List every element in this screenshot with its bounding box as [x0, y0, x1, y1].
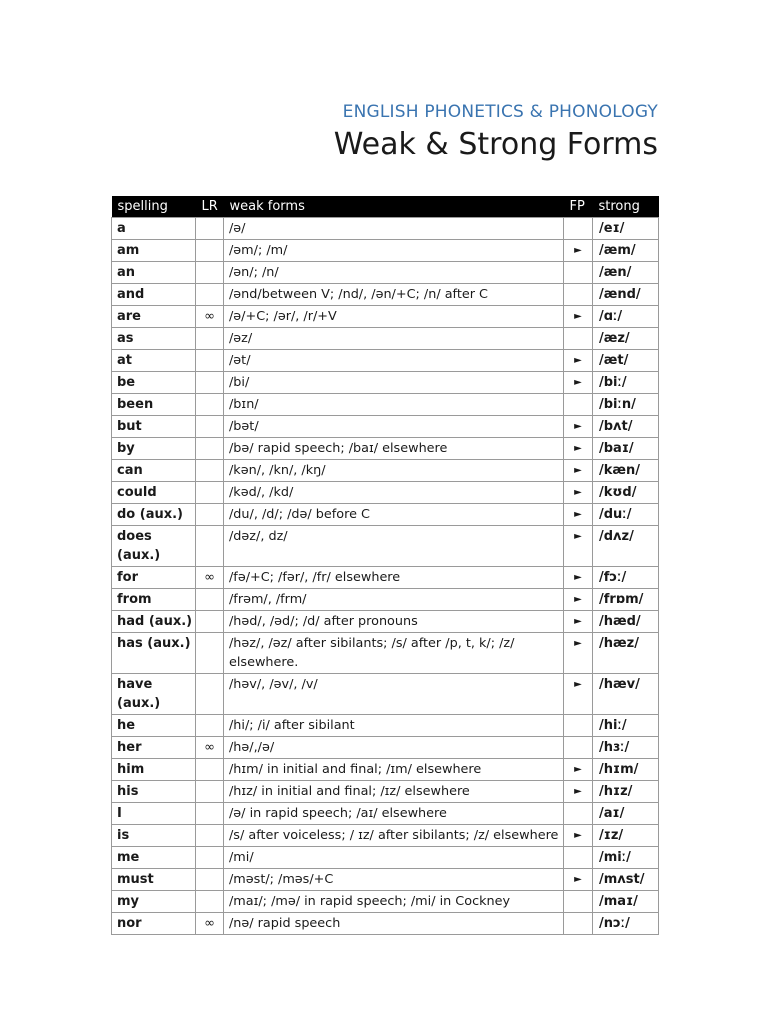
- table-row: [112, 674, 659, 715]
- cell-lr: [196, 611, 224, 633]
- cell-lr: [196, 891, 224, 913]
- cell-fp-marker: [564, 847, 593, 869]
- cell-strong: /aɪ/: [593, 803, 659, 825]
- cell-spelling: his: [112, 781, 196, 803]
- cell-strong: /frɒm/: [593, 589, 659, 611]
- cell-fp-marker: [564, 218, 593, 240]
- cell-strong: /hæd/: [593, 611, 659, 633]
- cell-fp-marker: ►: [564, 869, 593, 891]
- table-row: [112, 759, 659, 781]
- cell-weak-forms: /ət/: [224, 350, 564, 372]
- table-row: [112, 306, 659, 328]
- cell-fp-marker: [564, 262, 593, 284]
- col-header-weak-forms: weak forms: [224, 196, 564, 218]
- cell-spelling: has (aux.): [112, 633, 196, 674]
- cell-strong: /æz/: [593, 328, 659, 350]
- cell-spelling: can: [112, 460, 196, 482]
- cell-strong: /hæv/: [593, 674, 659, 715]
- cell-spelling: nor: [112, 913, 196, 935]
- cell-lr: [196, 633, 224, 674]
- cell-weak-forms: /həd/, /əd/; /d/ after pronouns: [224, 611, 564, 633]
- cell-strong: /æn/: [593, 262, 659, 284]
- cell-lr: [196, 715, 224, 737]
- table-row: [112, 218, 659, 240]
- cell-spelling: my: [112, 891, 196, 913]
- cell-spelling: am: [112, 240, 196, 262]
- cell-strong: /bʌt/: [593, 416, 659, 438]
- cell-lr: ∞: [196, 737, 224, 759]
- cell-strong: /mʌst/: [593, 869, 659, 891]
- cell-strong: /ɪz/: [593, 825, 659, 847]
- table-row: [112, 482, 659, 504]
- cell-weak-forms: /kən/, /kn/, /kŋ/: [224, 460, 564, 482]
- table-row: [112, 891, 659, 913]
- cell-strong: /hæz/: [593, 633, 659, 674]
- cell-lr: [196, 759, 224, 781]
- cell-fp-marker: ►: [564, 526, 593, 567]
- cell-spelling: I: [112, 803, 196, 825]
- cell-weak-forms: /bə/ rapid speech; /baɪ/ elsewhere: [224, 438, 564, 460]
- cell-weak-forms: /həv/, /əv/, /v/: [224, 674, 564, 715]
- table-row: [112, 567, 659, 589]
- cell-strong: /ɑː/: [593, 306, 659, 328]
- table-row: [112, 913, 659, 935]
- cell-lr: [196, 526, 224, 567]
- cell-strong: /duː/: [593, 504, 659, 526]
- cell-lr: ∞: [196, 567, 224, 589]
- cell-strong: /maɪ/: [593, 891, 659, 913]
- cell-weak-forms: /maɪ/; /mə/ in rapid speech; /mi/ in Cockney: [224, 891, 564, 913]
- cell-weak-forms: /ən/; /n/: [224, 262, 564, 284]
- cell-lr: ∞: [196, 306, 224, 328]
- cell-fp-marker: [564, 803, 593, 825]
- cell-spelling: at: [112, 350, 196, 372]
- cell-strong: /nɔː/: [593, 913, 659, 935]
- table-row: [112, 438, 659, 460]
- cell-spelling: been: [112, 394, 196, 416]
- col-header-spelling: spelling: [112, 196, 196, 218]
- cell-strong: /ænd/: [593, 284, 659, 306]
- table-row: [112, 869, 659, 891]
- cell-weak-forms: /mi/: [224, 847, 564, 869]
- cell-fp-marker: ►: [564, 567, 593, 589]
- cell-strong: /hɪm/: [593, 759, 659, 781]
- cell-spelling: for: [112, 567, 196, 589]
- cell-fp-marker: ►: [564, 504, 593, 526]
- cell-strong: /dʌz/: [593, 526, 659, 567]
- table-row: [112, 262, 659, 284]
- table-row: [112, 715, 659, 737]
- cell-weak-forms: /hɪz/ in initial and final; /ɪz/ elsewhere: [224, 781, 564, 803]
- col-header-strong: strong: [593, 196, 659, 218]
- cell-weak-forms: /hə/,/ə/: [224, 737, 564, 759]
- cell-lr: [196, 781, 224, 803]
- cell-weak-forms: /məst/; /məs/+C: [224, 869, 564, 891]
- cell-spelling: from: [112, 589, 196, 611]
- table-row: [112, 350, 659, 372]
- cell-weak-forms: /du/, /d/; /də/ before C: [224, 504, 564, 526]
- cell-fp-marker: ►: [564, 416, 593, 438]
- cell-spelling: had (aux.): [112, 611, 196, 633]
- cell-spelling: but: [112, 416, 196, 438]
- cell-spelling: does (aux.): [112, 526, 196, 567]
- table-row: [112, 737, 659, 759]
- cell-strong: /kæn/: [593, 460, 659, 482]
- cell-fp-marker: ►: [564, 589, 593, 611]
- col-header-fp: FP: [564, 196, 593, 218]
- cell-lr: [196, 825, 224, 847]
- cell-spelling: as: [112, 328, 196, 350]
- cell-weak-forms: /hɪm/ in initial and final; /ɪm/ elsewhere: [224, 759, 564, 781]
- cell-lr: [196, 460, 224, 482]
- cell-lr: [196, 394, 224, 416]
- cell-lr: [196, 240, 224, 262]
- cell-fp-marker: ►: [564, 633, 593, 674]
- cell-lr: [196, 674, 224, 715]
- cell-lr: [196, 350, 224, 372]
- cell-fp-marker: ►: [564, 674, 593, 715]
- cell-spelling: he: [112, 715, 196, 737]
- cell-spelling: are: [112, 306, 196, 328]
- cell-lr: [196, 589, 224, 611]
- cell-fp-marker: ►: [564, 759, 593, 781]
- cell-fp-marker: [564, 737, 593, 759]
- cell-strong: /hɪz/: [593, 781, 659, 803]
- cell-strong: /hɜː/: [593, 737, 659, 759]
- cell-lr: [196, 416, 224, 438]
- cell-strong: /eɪ/: [593, 218, 659, 240]
- cell-weak-forms: /dəz/, dz/: [224, 526, 564, 567]
- cell-weak-forms: /bɪn/: [224, 394, 564, 416]
- table-row: [112, 633, 659, 674]
- cell-lr: [196, 803, 224, 825]
- cell-lr: [196, 869, 224, 891]
- cell-spelling: an: [112, 262, 196, 284]
- table-row: [112, 416, 659, 438]
- cell-weak-forms: /əz/: [224, 328, 564, 350]
- cell-spelling: a: [112, 218, 196, 240]
- page-subtitle: ENGLISH PHONETICS & PHONOLOGY: [342, 102, 658, 122]
- cell-strong: /hiː/: [593, 715, 659, 737]
- cell-spelling: be: [112, 372, 196, 394]
- table-row: [112, 394, 659, 416]
- cell-weak-forms: /ənd/between V; /nd/, /ən/+C; /n/ after C: [224, 284, 564, 306]
- table-row: [112, 825, 659, 847]
- table-row: [112, 504, 659, 526]
- cell-weak-forms: /ə/: [224, 218, 564, 240]
- cell-fp-marker: ►: [564, 240, 593, 262]
- cell-lr: [196, 847, 224, 869]
- cell-spelling: me: [112, 847, 196, 869]
- cell-weak-forms: /frəm/, /frm/: [224, 589, 564, 611]
- table-row: [112, 589, 659, 611]
- cell-fp-marker: ►: [564, 460, 593, 482]
- cell-spelling: him: [112, 759, 196, 781]
- table-row: [112, 781, 659, 803]
- table-row: [112, 803, 659, 825]
- table-header-row: [112, 196, 659, 218]
- cell-fp-marker: ►: [564, 611, 593, 633]
- cell-spelling: must: [112, 869, 196, 891]
- page-title: Weak & Strong Forms: [333, 127, 658, 162]
- cell-fp-marker: ►: [564, 350, 593, 372]
- cell-weak-forms: /əm/; /m/: [224, 240, 564, 262]
- cell-strong: /fɔː/: [593, 567, 659, 589]
- table-row: [112, 240, 659, 262]
- cell-lr: [196, 438, 224, 460]
- cell-fp-marker: [564, 913, 593, 935]
- cell-spelling: could: [112, 482, 196, 504]
- cell-spelling: by: [112, 438, 196, 460]
- cell-lr: [196, 284, 224, 306]
- cell-lr: [196, 372, 224, 394]
- cell-strong: /æt/: [593, 350, 659, 372]
- cell-lr: [196, 262, 224, 284]
- cell-strong: /miː/: [593, 847, 659, 869]
- cell-lr: [196, 218, 224, 240]
- cell-weak-forms: /s/ after voiceless; / ɪz/ after sibilants; /z/ elsewhere: [224, 825, 564, 847]
- cell-fp-marker: ►: [564, 306, 593, 328]
- cell-lr: ∞: [196, 913, 224, 935]
- cell-fp-marker: [564, 394, 593, 416]
- cell-lr: [196, 482, 224, 504]
- weak-strong-forms-table: [111, 196, 659, 935]
- cell-weak-forms: /bət/: [224, 416, 564, 438]
- cell-strong: /biː/: [593, 372, 659, 394]
- cell-weak-forms: /hi/; /i/ after sibilant: [224, 715, 564, 737]
- cell-weak-forms: /kəd/, /kd/: [224, 482, 564, 504]
- cell-spelling: have (aux.): [112, 674, 196, 715]
- cell-weak-forms: /fə/+C; /fər/, /fr/ elsewhere: [224, 567, 564, 589]
- cell-weak-forms: /nə/ rapid speech: [224, 913, 564, 935]
- cell-strong: /æm/: [593, 240, 659, 262]
- cell-spelling: her: [112, 737, 196, 759]
- cell-fp-marker: [564, 328, 593, 350]
- cell-weak-forms: /ə/+C; /ər/, /r/+V: [224, 306, 564, 328]
- col-header-lr: LR: [196, 196, 224, 218]
- table-row: [112, 460, 659, 482]
- table-row: [112, 328, 659, 350]
- cell-weak-forms: /həz/, /əz/ after sibilants; /s/ after /p, t, k/; /z/ elsewhere.: [224, 633, 564, 674]
- cell-fp-marker: ►: [564, 781, 593, 803]
- cell-spelling: do (aux.): [112, 504, 196, 526]
- cell-fp-marker: [564, 715, 593, 737]
- cell-fp-marker: ►: [564, 825, 593, 847]
- table-row: [112, 284, 659, 306]
- table-row: [112, 372, 659, 394]
- cell-strong: /baɪ/: [593, 438, 659, 460]
- table-row: [112, 847, 659, 869]
- cell-fp-marker: [564, 284, 593, 306]
- cell-spelling: is: [112, 825, 196, 847]
- cell-weak-forms: /bi/: [224, 372, 564, 394]
- cell-fp-marker: ►: [564, 482, 593, 504]
- cell-lr: [196, 328, 224, 350]
- cell-spelling: and: [112, 284, 196, 306]
- table-row: [112, 526, 659, 567]
- cell-fp-marker: ►: [564, 372, 593, 394]
- cell-strong: /kʊd/: [593, 482, 659, 504]
- table-row: [112, 611, 659, 633]
- cell-lr: [196, 504, 224, 526]
- cell-strong: /biːn/: [593, 394, 659, 416]
- cell-fp-marker: [564, 891, 593, 913]
- cell-weak-forms: /ə/ in rapid speech; /aɪ/ elsewhere: [224, 803, 564, 825]
- cell-fp-marker: ►: [564, 438, 593, 460]
